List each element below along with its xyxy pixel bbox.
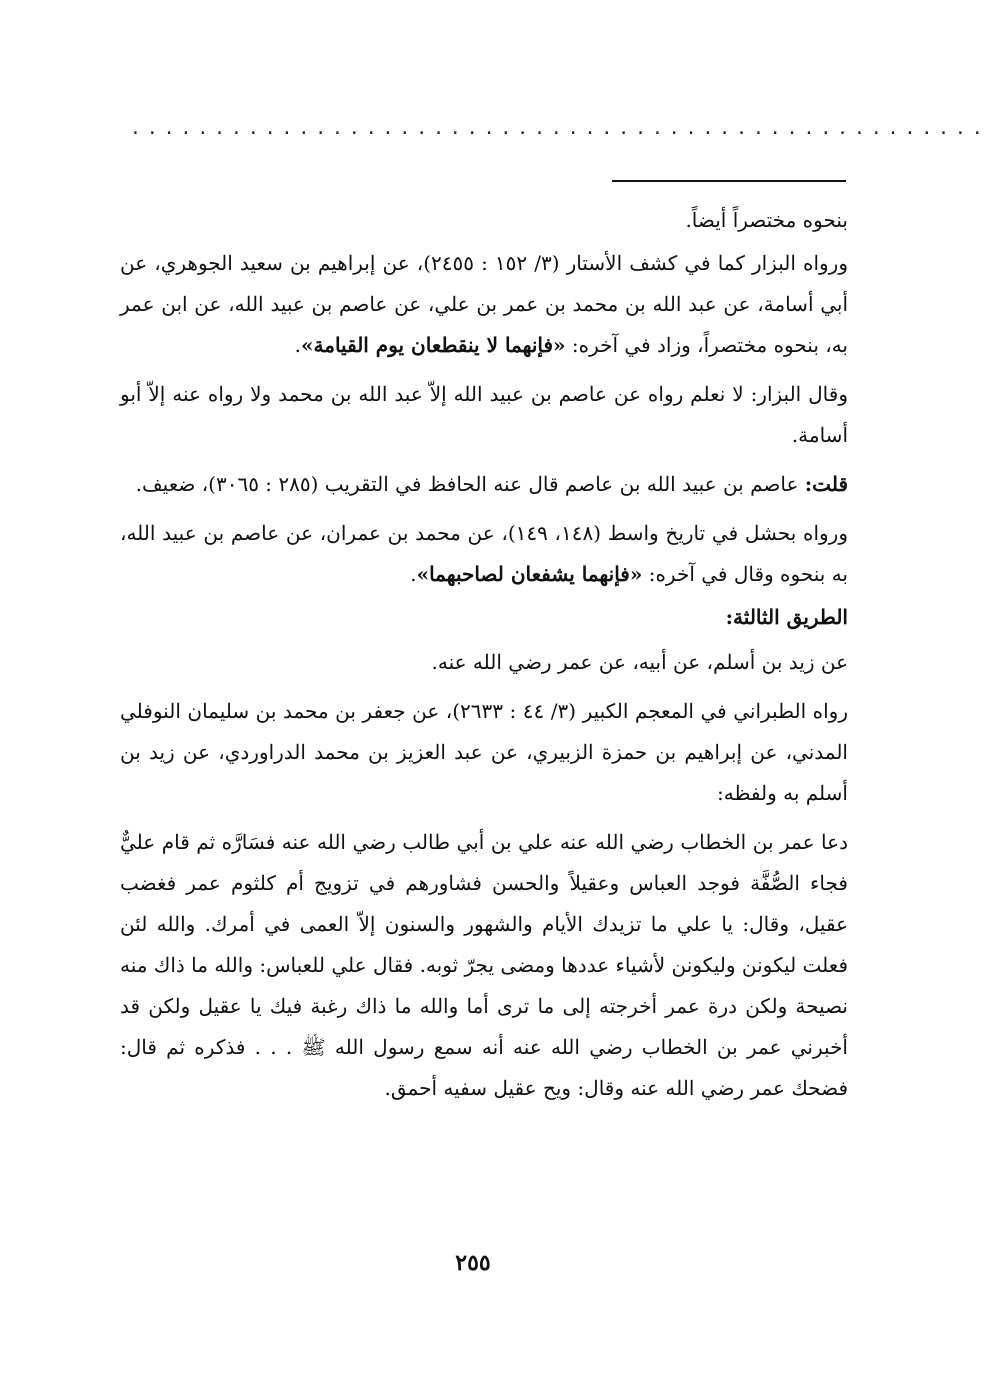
paragraph [120,513,848,595]
paragraph [120,200,848,241]
paragraph-text: بنحوه مختصراً أيضاً. [685,208,848,232]
paragraph-text: ورواه بحشل في تاريخ واسط (١٤٨، ١٤٩)، عن محمد بن عمران، عن عاصم بن عبيد الله، به بنحوه وقال في آخره: [120,521,848,586]
paragraph [120,822,848,1109]
paragraph-lead: قلت: [804,472,848,496]
paragraph-text: دعا عمر بن الخطاب رضي الله عنه علي بن أبي طالب رضي الله عنه فسَارَّه ثم قام عليٌّ فجاء الصُّفَّة فوجد العباس وعقيلاً والحسن فشاورهم في تزويج أم كلثوم عمر فغضب عقيل، وقال: يا علي ما تزيدك الأيام والشهور والسنون إلاّ العمى في أمرك. والله لئن فعلت ليكونن وليكونن لأشياء عددها ومضى يجرّ ثوبه. فقال علي للعباس: والله ما ذاك منه نصيحة ولكن درة عمر أخرجته إلى ما ترى أما والله ما ذاك رغبة فيك يا عقيل ولكن قد أخبرني عمر بن الخطاب رضي الله عنه أنه سمع رسول الله ﷺ . . . فذكره ثم قال: فضحك عمر رضي الله عنه وقال: ويح عقيل سفيه أحمق. [120,830,849,1100]
paragraph-text: عن زيد بن أسلم، عن أبيه، عن عمر رضي الله عنه. [431,650,848,674]
paragraph [120,374,848,456]
paragraph-text: ورواه البزار كما في كشف الأستار (٣/ ١٥٢ : ٢٤٥٥)، عن إبراهيم بن سعيد الجوهري، عن أبي أسامة، عن عبد الله بن محمد بن عمر بن علي، عن عاصم بن عبيد الله، عن ابن عمر به، بنحوه مختصراً، وزاد في آخره: [120,251,848,357]
paragraph-text: عاصم بن عبيد الله بن عاصم قال عنه الحافظ في التقريب (٢٨٥ : ٣٠٦٥)، ضعيف. [135,472,799,496]
paragraph [120,642,848,683]
paragraph-text: وقال البزار: لا نعلم رواه عن عاصم بن عبيد الله إلاّ عبد الله بن محمد ولا رواه عنه إلاّ أبو أسامة. [120,382,848,447]
dotted-separator: ................................................... [130,118,989,139]
paragraph-text: رواه الطبراني في المعجم الكبير (٣/ ٤٤ : ٢٦٣٣)، عن جعفر بن محمد بن سليمان النوفلي المدني، عن إبراهيم بن حمزة الزبيري، عن عبد العزيز بن محمد الدراوردي، عن زيد بن أسلم به ولفظه: [120,699,848,805]
paragraph [120,691,848,814]
footnote-body [120,200,848,1117]
paragraph [120,243,848,366]
section-heading: الطريق الثالثة: [725,605,848,629]
quoted-text: «فإنهما يشفعان لصاحبهما» [416,562,643,586]
paragraph-end: . [410,562,417,586]
footnote-rule [612,180,846,182]
paragraph-end: . [294,333,302,357]
quoted-text: «فإنهما لا ينقطعان يوم القيامة» [301,333,566,357]
page-number: ٢٥٥ [455,1250,491,1276]
paragraph [120,464,848,505]
